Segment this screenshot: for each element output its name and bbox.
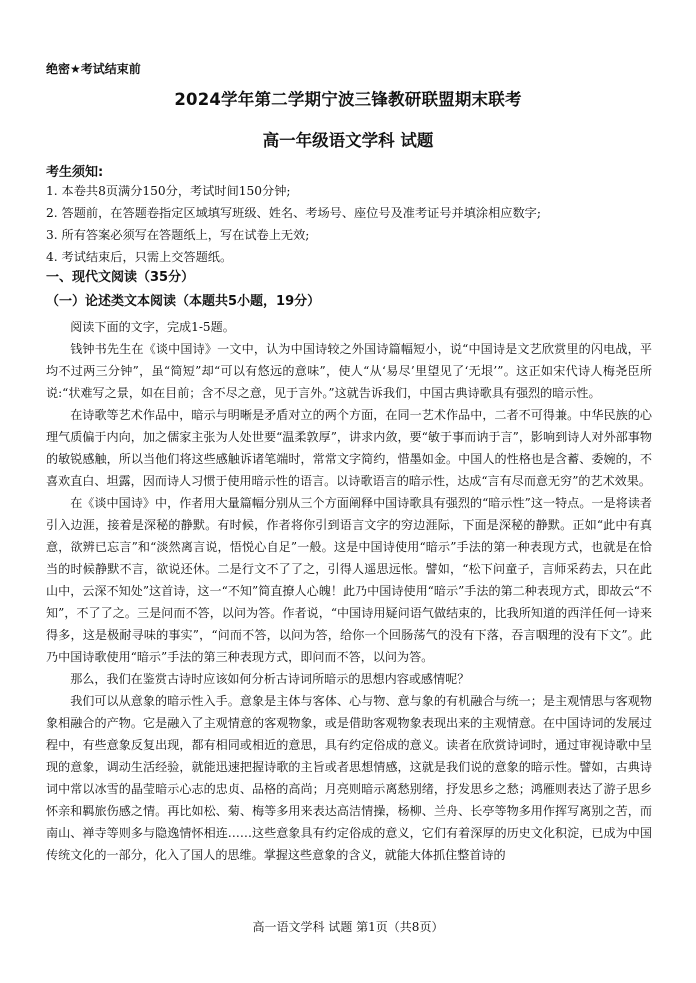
notice-list <box>46 180 541 268</box>
subsection-heading: （一）论述类文本阅读（本题共5小题，19分） <box>46 294 321 309</box>
notice-item: 3. 所有答案必须写在答题纸上，写在试卷上无效; <box>46 228 310 242</box>
passage-paragraph: 我们可以从意象的暗示性入手。意象是主体与客体、心与物、意与象的有机融合与统一；是主观情思与客观物象相融合的产物。它是融入了主观情意的客观物象，或是借助客观物象表现出来的主观情意。在中国诗词的发展过程中，有些意象反复出现，都有相同或相近的意思，具有约定俗成的意义。读者在欣赏诗词时，通过审视诗歌中呈现的意象，调动生活经验，就能迅速把握诗歌的主旨或者思想情感，这就是我们说的意象的暗示性。譬如，古典诗词中常以冰雪的晶莹暗示心志的忠贞、品格的高尚；月亮则暗示离愁别绪，抒发思乡之愁；鸿雁则表达了游子思乡怀亲和羁旅伤感之情。再比如松、菊、梅等多用来表达高洁情操，杨柳、兰舟、长亭等物多用作挥写离别之苦，而南山、禅寺等则多与隐逸情怀相连……这些意象具有约定俗成的意义，它们有着深厚的历史文化积淀，已成为中国传统文化的一部分，化入了国人的思维。掌握这些意象的含义，就能大体抓住整首诗的 <box>46 694 652 862</box>
passage-paragraph: 钱钟书先生在《谈中国诗》一文中，认为中国诗较之外国诗篇幅短小，说“中国诗是文艺欣赏里的闪电战，平均不过两三分钟”，虽“简短”却“可以有悠远的意味”，使人“从‘易尽’里望见了‘无垠’”。这正如宋代诗人梅尧臣所说:“状难写之景，如在目前；含不尽之意，见于言外。”这就告诉我们，中国古典诗歌具有强烈的暗示性。 <box>46 342 652 400</box>
notice-item: 1. 本卷共8页满分150分，考试时间150分钟; <box>46 184 291 198</box>
reading-passage <box>46 316 652 866</box>
passage-paragraph: 在诗歌等艺术作品中，暗示与明晰是矛盾对立的两个方面，在同一艺术作品中，二者不可得兼。中华民族的心理气质偏于内向，加之儒家主张为人处世要“温柔敦厚”，讲求内敛，要“敏于事而讷于言”，影响到诗人对外部事物的敏锐感触，所以当他们将这些感触诉诸笔端时，常常文字简约，惜墨如金。中国人的性格也是含蓄、委婉的，不喜欢直白、坦露，因而诗人习惯于使用暗示性的语言。以诗歌语言的暗示性，达成“言有尽而意无穷”的艺术效果。 <box>46 408 652 488</box>
notice-item: 4. 考试结束后，只需上交答题纸。 <box>46 250 233 264</box>
passage-instruction: 阅读下面的文字，完成1-5题。 <box>70 320 235 334</box>
section-heading: 一、现代文阅读（35分） <box>46 270 195 285</box>
exam-title: 2024学年第二学期宁波三锋教研联盟期末联考 <box>174 90 522 109</box>
notice-heading: 考生须知: <box>46 165 104 180</box>
passage-paragraph: 在《谈中国诗》中，作者用大量篇幅分别从三个方面阐释中国诗歌具有强烈的“暗示性”这一特点。一是将读者引入边涯，接着是深秘的静默。有时候，作者将你引到语言文字的穷边涯际，下面是深秘的静默。正如“此中有真意，欲辨已忘言”和“淡然离言说，悟悦心自足”一般。这是中国诗使用“暗示”手法的第一种表现方式，也就是在恰当的时候静默不言，欲说还休。二是行文不了了之，引得人遥思远怅。譬如，“松下问童子，言师采药去，只在此山中，云深不知处”这首诗，这一“不知”简直撩人心魄！此乃中国诗使用“暗示”手法的第二种表现方式，即故云“不知”，不了了之。三是问而不答，以问为答。作者说，“中国诗用疑问语气做结束的，比我所知道的西洋任何一诗来得多，这是极耐寻味的事实”，“问而不答，以问为答，给你一个回肠荡气的没有下落，吞言咽理的没有下文”。此乃中国诗歌使用“暗示”手法的第三种表现方式，即问而不答，以问为答。 <box>46 496 652 664</box>
exam-subtitle: 高一年级语文学科 试题 <box>262 131 434 150</box>
passage-paragraph: 那么，我们在鉴赏古诗时应该如何分析古诗词所暗示的思想内容或感情呢？ <box>70 672 470 686</box>
notice-item: 2. 答题前，在答题卷指定区域填写班级、姓名、考场号、座位号及准考证号并填涂相应数字; <box>46 206 541 220</box>
page-footer: 高一语文学科 试题 第1页（共8页） <box>252 920 444 934</box>
secret-mark: 绝密★考试结束前 <box>46 62 141 76</box>
